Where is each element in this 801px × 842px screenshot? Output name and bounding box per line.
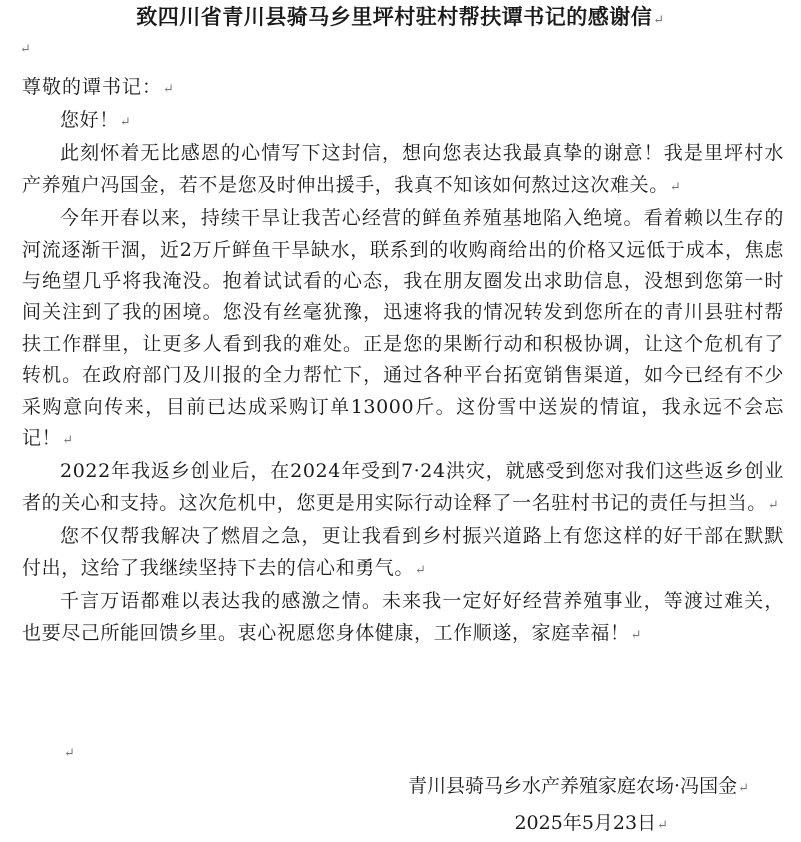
title-text: 致四川省青川县骑马乡里坪村驻村帮扶谭书记的感谢信 — [136, 4, 653, 29]
paragraph-mark-icon: ↵ — [20, 42, 31, 57]
paragraph-mark-icon: ↵ — [415, 562, 427, 578]
signature-text: 青川县骑马乡水产养殖家庭农场·冯国金 — [408, 775, 738, 797]
paragraph-mark-icon: ↵ — [630, 627, 643, 643]
paragraph-mark-icon: ↵ — [119, 115, 132, 130]
paragraph-text: 您不仅帮我解决了燃眉之急，更让我看到乡村振兴道路上有您这样的好干部在默默付出，这给了我继续坚持下去的信心和勇气。 — [22, 525, 784, 579]
paragraph-mark-icon: ↵ — [64, 746, 75, 761]
body-paragraph — [22, 521, 784, 586]
date-text: 2025年5月23日 — [514, 812, 657, 834]
salutation — [22, 72, 175, 105]
body-paragraph — [22, 586, 784, 651]
letter-body — [22, 105, 784, 651]
paragraph-mark-icon: ↵ — [738, 781, 749, 796]
paragraph-mark-icon: ↵ — [767, 497, 780, 513]
signature — [408, 771, 749, 804]
body-paragraph — [22, 456, 784, 521]
paragraph-mark-icon: ↵ — [62, 433, 74, 449]
greeting — [22, 105, 784, 138]
paragraph-text: 2022年我返乡创业后，在2024年受到7·24洪灾，就感受到您对我们这些返乡创业者的关心和支持。这次危机中，您更是用实际行动诠释了一名驻村书记的责任与担当。 — [22, 460, 784, 514]
greeting-text: 您好！ — [60, 109, 119, 131]
body-paragraph — [22, 138, 784, 203]
paragraph-mark-icon: ↵ — [653, 13, 665, 28]
paragraph-text: 此刻怀着无比感恩的心情写下这封信，想向您表达我最真挚的谢意！我是里坪村水产养殖户冯国金，若不是您及时伸出援手，我真不知该如何熬过这次难关。 — [22, 142, 784, 196]
paragraph-text: 千言万语都难以表达我的感激之情。未来我一定好好经营养殖事业，等渡过难关，也要尽己所能回馈乡里。衷心祝愿您身体健康，工作顺遂，家庭幸福！ — [22, 590, 784, 644]
paragraph-mark-icon: ↵ — [163, 82, 175, 97]
salutation-text: 尊敬的谭书记： — [22, 76, 163, 98]
letter-title — [0, 2, 801, 36]
letter-date — [514, 808, 668, 841]
paragraph-mark-icon: ↵ — [657, 818, 668, 833]
paragraph-mark-icon: ↵ — [669, 179, 682, 195]
paragraph-text: 今年开春以来，持续干旱让我苦心经营的鲜鱼养殖基地陷入绝境。看着赖以生存的河流逐渐干涸，近2万斤鲜鱼干旱缺水，联系到的收购商给出的价格又远低于成本，焦虑与绝望几乎将我淹没。抱着试试看的心态，我在朋友圈发出求助信息，没想到您第一时间关注到了我的困境。您没有丝毫犹豫，迅速将我的情况转发到您所在的青川县驻村帮扶工作群里，让更多人看到我的难处。正是您的果断行动和积极协调，让这个危机有了转机。在政府部门及川报的全力帮忙下，通过各种平台拓宽销售渠道，如今已经有不少采购意向传来，目前已达成采购订单13000斤。这份雪中送炭的情谊，我永远不会忘记！ — [22, 207, 784, 450]
body-paragraph — [22, 203, 784, 456]
